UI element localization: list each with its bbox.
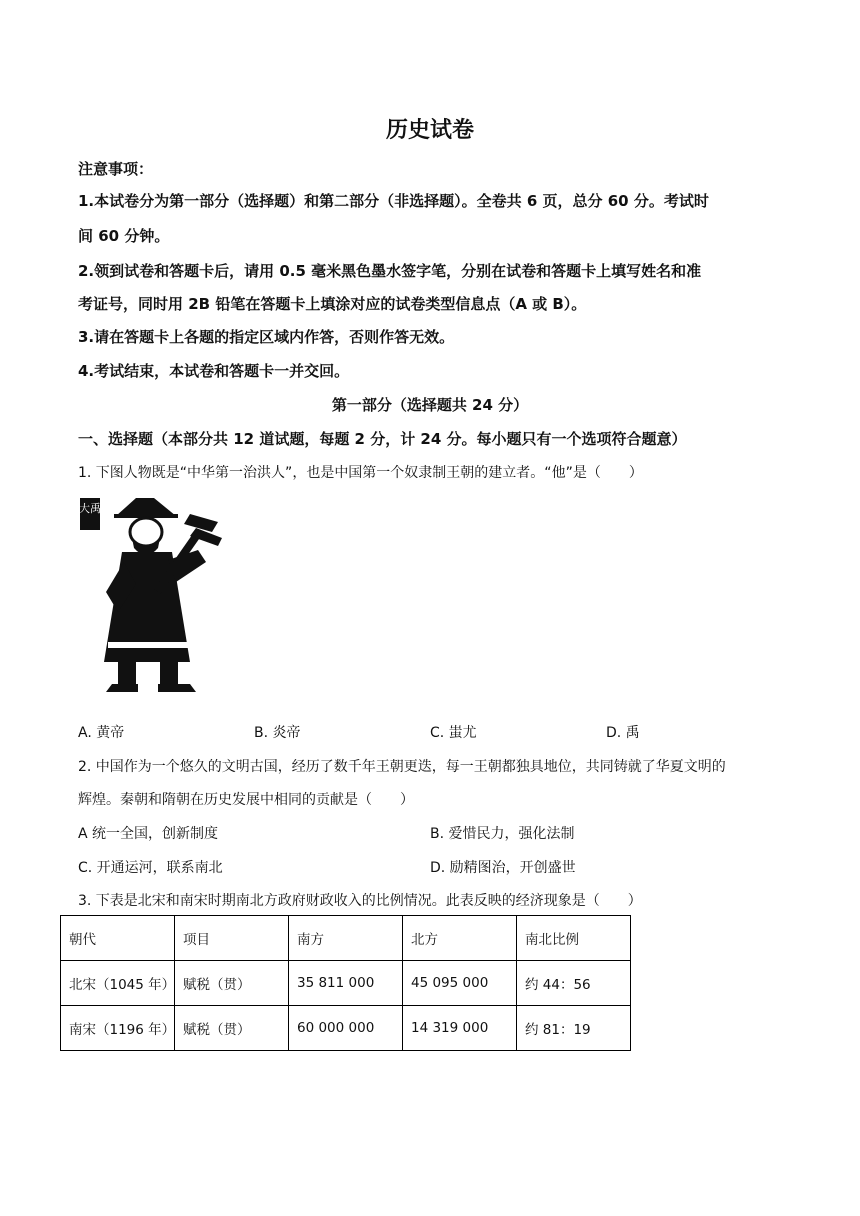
table-cell: 60 000 000 [289,1006,403,1051]
question-3-stem: 3. 下表是北宋和南宋时期南北方政府财政收入的比例情况。此表反映的经济现象是（ ） [78,893,642,909]
table-header-row [61,916,631,961]
question-1-option-c: C. 蚩尤 [430,725,477,741]
table-cell: 约 44：56 [517,961,631,1006]
table-cell: 赋税（贯） [175,961,289,1006]
table-row [61,1006,631,1051]
table-cell: 14 319 000 [403,1006,517,1051]
table-header-cell: 朝代 [61,916,175,961]
part1-heading: 第一部分（选择题共 24 分） [331,396,529,414]
table-cell: 赋税（贯） [175,1006,289,1051]
section-heading: 一、选择题（本部分共 12 道试题，每题 2 分，计 24 分。每小题只有一个选项符合题意） [78,430,687,448]
table-header-cell: 项目 [175,916,289,961]
table-header-cell: 南北比例 [517,916,631,961]
notice-heading: 注意事项： [78,160,154,178]
yu-figure-image [78,492,228,704]
table-cell: 南宋（1196 年） [61,1006,175,1051]
table-header-cell: 北方 [403,916,517,961]
question-2-option-d: D. 励精图治，开创盛世 [430,860,576,876]
question-2-option-b: B. 爱惜民力，强化法制 [430,826,575,842]
revenue-table [60,915,631,1051]
table-cell: 约 81：19 [517,1006,631,1051]
page-title: 历史试卷 [385,118,474,143]
question-1-option-a: A. 黄帝 [78,725,125,741]
notice-line: 考证号，同时用 2B 铅笔在答题卡上填涂对应的试卷类型信息点（A 或 B）。 [78,295,587,313]
question-2-stem: 2. 中国作为一个悠久的文明古国，经历了数千年王朝更迭，每一王朝都独具地位，共同铸就了华夏文明的 [78,759,726,775]
notice-line: 3.请在答题卡上各题的指定区域内作答，否则作答无效。 [78,328,455,346]
question-2-option-c: C. 开通运河，联系南北 [78,860,223,876]
question-1-option-b: B. 炎帝 [254,725,301,741]
notice-line: 2.领到试卷和答题卡后，请用 0.5 毫米黑色墨水签字笔，分别在试卷和答题卡上填写姓名和准 [78,262,702,280]
question-1-stem: 1. 下图人物既是“中华第一治洪人”，也是中国第一个奴隶制王朝的建立者。“他”是（ ） [78,465,643,481]
question-1-option-d: D. 禹 [606,725,640,741]
notice-line: 1.本试卷分为第一部分（选择题）和第二部分（非选择题）。全卷共 6 页，总分 60 分。考试时 [78,192,709,210]
table-cell: 45 095 000 [403,961,517,1006]
notice-line: 间 60 分钟。 [78,227,170,245]
table-cell: 35 811 000 [289,961,403,1006]
notice-line: 4.考试结束，本试卷和答题卡一并交回。 [78,362,350,380]
figure-label: 大禹 [79,502,101,515]
question-2-option-a: A 统一全国，创新制度 [78,826,219,842]
table-cell: 北宋（1045 年） [61,961,175,1006]
table-header-cell: 南方 [289,916,403,961]
question-2-stem: 辉煌。秦朝和隋朝在历史发展中相同的贡献是（ ） [78,792,414,808]
table-row [61,961,631,1006]
